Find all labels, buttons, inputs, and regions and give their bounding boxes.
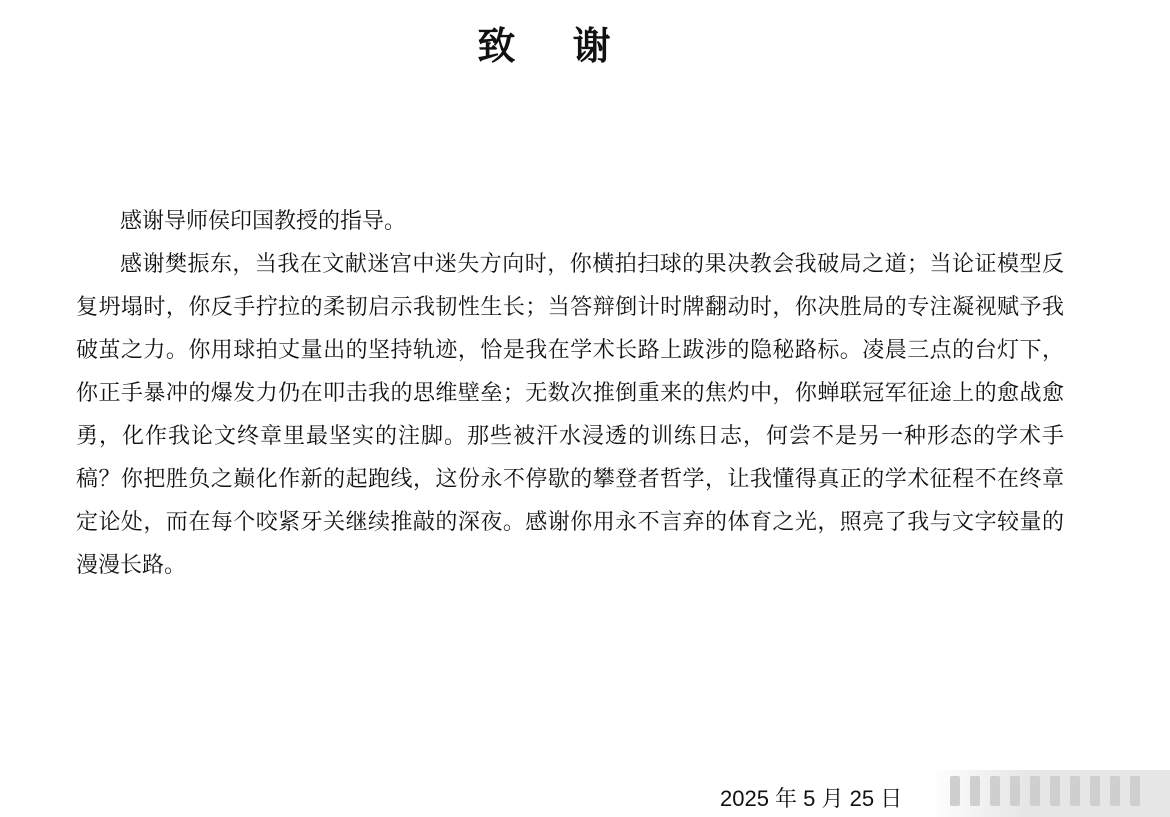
paragraph-advisor: 感谢导师侯印国教授的指导。 bbox=[120, 209, 407, 234]
paragraph-main: 感谢樊振东，当我在文献迷宫中迷失方向时，你横拍扫球的果决教会我破局之道；当论证模型反复坍塌时，你反手拧拉的柔韧启示我韧性生长；当答辩倒计时牌翻动时，你决胜局的专注凝视赋予我破茧之力。你用球拍丈量出的坚持轨迹，恰是我在学术长路上跋涉的隐秘路标。凌晨三点的台灯下，你正手暴冲的爆发力仍在叩击我的思维壁垒；无数次推倒重来的焦灼中，你蝉联冠军征途上的愈战愈勇，化作我论文终章里最坚实的注脚。那些被汗水浸透的训练日志，何尝不是另一种形态的学术手稿？你把胜负之巅化作新的起跑线，这份永不停歇的攀登者哲学，让我懂得真正的学术征程不在终章定论处，而在每个咬紧牙关继续推敲的深夜。感谢你用永不言弃的体育之光，照亮了我与文字较量的漫漫长路。 bbox=[76, 252, 1064, 578]
acknowledgement-body bbox=[76, 200, 1064, 587]
signature-date: 2025 年 5 月 25 日 bbox=[720, 786, 903, 811]
blurred-watermark bbox=[930, 770, 1170, 817]
page-title: 致 谢 bbox=[477, 24, 633, 68]
